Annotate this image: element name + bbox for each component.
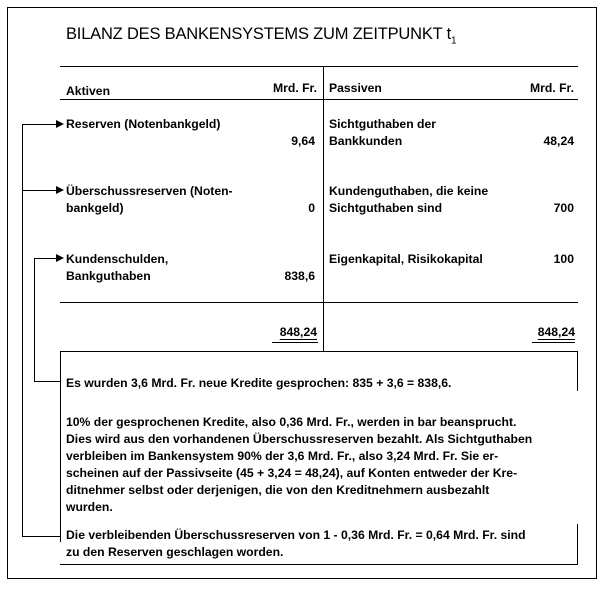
arrow-right-icon — [56, 254, 64, 262]
arrow-right-icon — [56, 120, 64, 128]
balance-title — [66, 25, 456, 46]
aktiven-total-double-underline — [272, 342, 318, 343]
passiven-item-equity — [329, 251, 483, 268]
notes-box-left — [60, 351, 61, 542]
title-subscript: 1 — [451, 35, 457, 47]
note-line: verbleiben im Bankensystem 90% der 3,6 Mrd. Fr., also 3,24 Mrd. Fr. Sie er- — [66, 449, 499, 463]
aktiven-item-label: Überschussreserven (Noten- — [66, 184, 233, 198]
passiven-item-label: Kundenguthaben, die keine — [329, 184, 489, 198]
aktiven-unit-header: Mrd. Fr. — [272, 81, 317, 95]
notes-box-bottom — [60, 564, 578, 565]
totals-separator-line — [60, 302, 578, 303]
passiven-value-sight-deposits: 48,24 — [543, 134, 574, 148]
title-text: BILANZ DES BANKENSYSTEMS ZUM ZEITPUNKT t — [66, 25, 452, 43]
aktiven-item-customer-debt — [66, 251, 168, 285]
connector-credit-horizontal — [34, 258, 57, 259]
note-line: Dies wird aus den vorhandenen Überschussreserven bezahlt. Als Sichtguthaben — [66, 432, 533, 446]
table-top-line — [60, 66, 578, 67]
aktiven-item-label: Kundenschulden, — [66, 252, 169, 266]
connector-credit-vertical — [34, 258, 35, 382]
note-line: zu den Reserven geschlagen worden. — [66, 545, 284, 559]
connector-reserves-from-note — [22, 536, 61, 537]
passiven-total: 848,24 — [537, 325, 575, 339]
aktiven-total: 848,24 — [279, 325, 317, 339]
aktiven-value-reserves: 9,64 — [291, 134, 315, 148]
aktiven-item-reserves — [66, 116, 220, 133]
passiven-item-label: Sichtguthaben der — [329, 117, 436, 131]
passiven-item-label-cont: Bankkunden — [329, 134, 403, 148]
connector-reserves-horizontal — [22, 124, 57, 125]
notes-box-right-upper — [577, 351, 578, 391]
note-line: 10% der gesprochenen Kredite, also 0,36 Mrd. Fr., werden in bar beansprucht. — [66, 415, 517, 429]
header-bottom-line — [60, 99, 578, 100]
note-line: scheinen auf der Passivseite (45 + 3,24 = 48,24), auf Konten entweder der Kre- — [66, 466, 518, 480]
passiven-item-label: Eigenkapital, Risikokapital — [329, 252, 483, 266]
note-line: ditnehmer selbst oder derjenigen, die von den Kreditnehmern ausbezahlt — [66, 483, 490, 497]
notes-box-top — [60, 351, 577, 352]
connector-reserves-vertical — [22, 124, 23, 537]
aktiven-item-excess-reserves — [66, 183, 233, 217]
aktiven-value-customer-debt: 838,6 — [284, 269, 315, 283]
note-remaining-reserves — [66, 527, 526, 561]
connector-credit-from-note — [34, 381, 61, 382]
aktiven-item-label-cont: Bankguthaben — [66, 269, 151, 283]
passiven-item-customer-deposits — [329, 183, 488, 217]
passiven-unit-header: Mrd. Fr. — [529, 81, 574, 95]
note-cash-withdrawal — [66, 414, 576, 516]
aktiven-item-label: Reserven (Notenbankgeld) — [66, 117, 221, 131]
passiven-item-label-cont: Sichtguthaben sind — [329, 201, 443, 215]
passiven-item-sight-deposits — [329, 116, 436, 150]
aktiven-item-label-cont: bankgeld) — [66, 201, 124, 215]
passiven-value-equity: 100 — [553, 252, 574, 266]
aktiven-value-excess-reserves: 0 — [308, 201, 315, 215]
note-new-credits: Es wurden 3,6 Mrd. Fr. neue Kredite gesprochen: 835 + 3,6 = 838,6. — [66, 376, 452, 390]
notes-box-right-lower — [577, 524, 578, 564]
aktiven-header: Aktiven — [66, 84, 111, 98]
connector-excess-reserves — [22, 190, 57, 191]
note-line: Die verbleibenden Überschussreserven von 1 - 0,36 Mrd. Fr. = 0,64 Mrd. Fr. sind — [66, 528, 526, 542]
center-divider — [323, 66, 324, 351]
passiven-value-customer-deposits: 700 — [553, 201, 574, 215]
arrow-right-icon — [56, 186, 64, 194]
passiven-header: Passiven — [329, 81, 382, 95]
note-line: wurden. — [66, 500, 113, 514]
passiven-total-double-underline — [532, 342, 575, 343]
